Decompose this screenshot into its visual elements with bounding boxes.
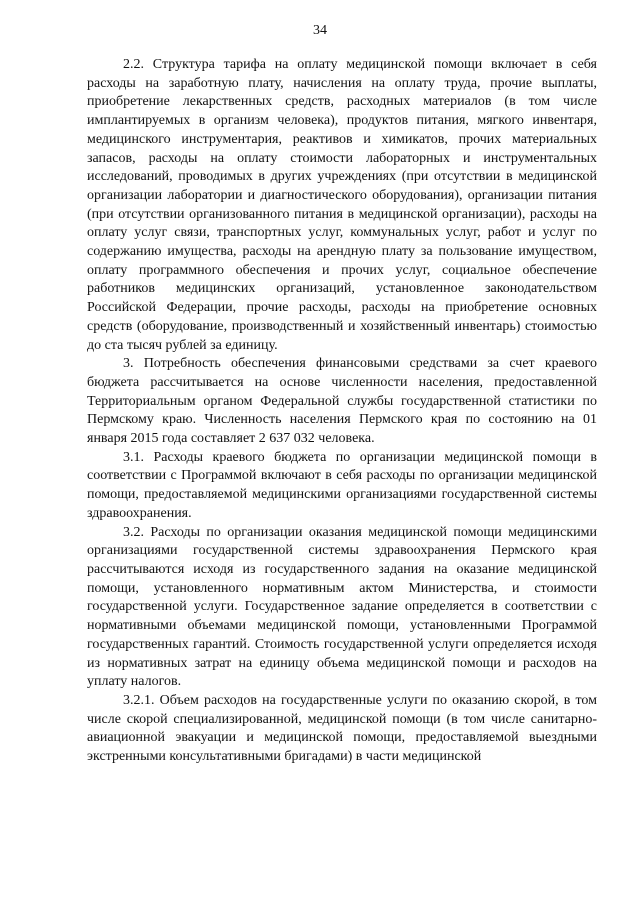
paragraph-3-2: 3.2. Расходы по организации оказания медицинской помощи медицинскими организациями государственной системы здравоохранения Пермского края рассчитываются исходя из государственного задания на оказание медицинской помощи, установленного нормативным актом Министерства, и стоимости государственной услуги. Государственное задание определяется в соответствии с нормативными объемами медицинской помощи, установленными Программой государственных гарантий. Стоимость государственной услуги определяется исходя из нормативных затрат на единицу объема медицинской помощи и расходов на уплату налогов. <box>87 524 597 690</box>
paragraph-3-2-1: 3.2.1. Объем расходов на государственные услуги по оказанию скорой, в том числе скорой специализированной, медицинской помощи (в том числе санитарно-авиационной эвакуации и медицинской помощи, предоставляемой выездными экстренными консультативными бригадами) в части медицинской <box>87 692 597 765</box>
document-body <box>87 56 597 767</box>
paragraph-3-1: 3.1. Расходы краевого бюджета по организации медицинской помощи в соответствии с Программой включают в себя расходы по организации медицинской помощи, предоставляемой медицинскими организациями государственной системы здравоохранения. <box>87 449 597 521</box>
paragraph-3: 3. Потребность обеспечения финансовыми средствами за счет краевого бюджета рассчитывается на основе численности населения, предоставленной Территориальным органом Федеральной службы государственной статистики по Пермскому краю. Численность населения Пермского края по состоянию на 01 января 2015 года составляет 2 637 032 человека. <box>87 356 597 447</box>
page-number: 34 <box>313 23 327 38</box>
paragraph-2-2: 2.2. Структура тарифа на оплату медицинской помощи включает в себя расходы на заработную плату, начисления на оплату труда, прочие выплаты, приобретение лекарственных средств, расходных материалов (в том числе имплантируемых в организм человека), продуктов питания, мягкого инвентаря, медицинского инструментария, реактивов и химикатов, прочих материальных запасов, расходы на оплату стоимости лабораторных и инструментальных исследований, проводимых в других учреждениях (при отсутствии в медицинской организации лаборатории и диагностического оборудования), организации питания (при отсутствии организованного питания в медицинской организации), расходы на оплату услуг связи, транспортных услуг, коммунальных услуг, работ и услуг по содержанию имущества, расходы на арендную плату за пользование имуществом, оплату программного обеспечения и прочих услуг, социальное обеспечение работников медицинских организаций, установленное законодательством Российской Федерации, прочие расходы, расходы на приобретение основных средств (оборудование, производственный и хозяйственный инвентарь) стоимостью до ста тысяч рублей за единицу. <box>87 57 597 353</box>
